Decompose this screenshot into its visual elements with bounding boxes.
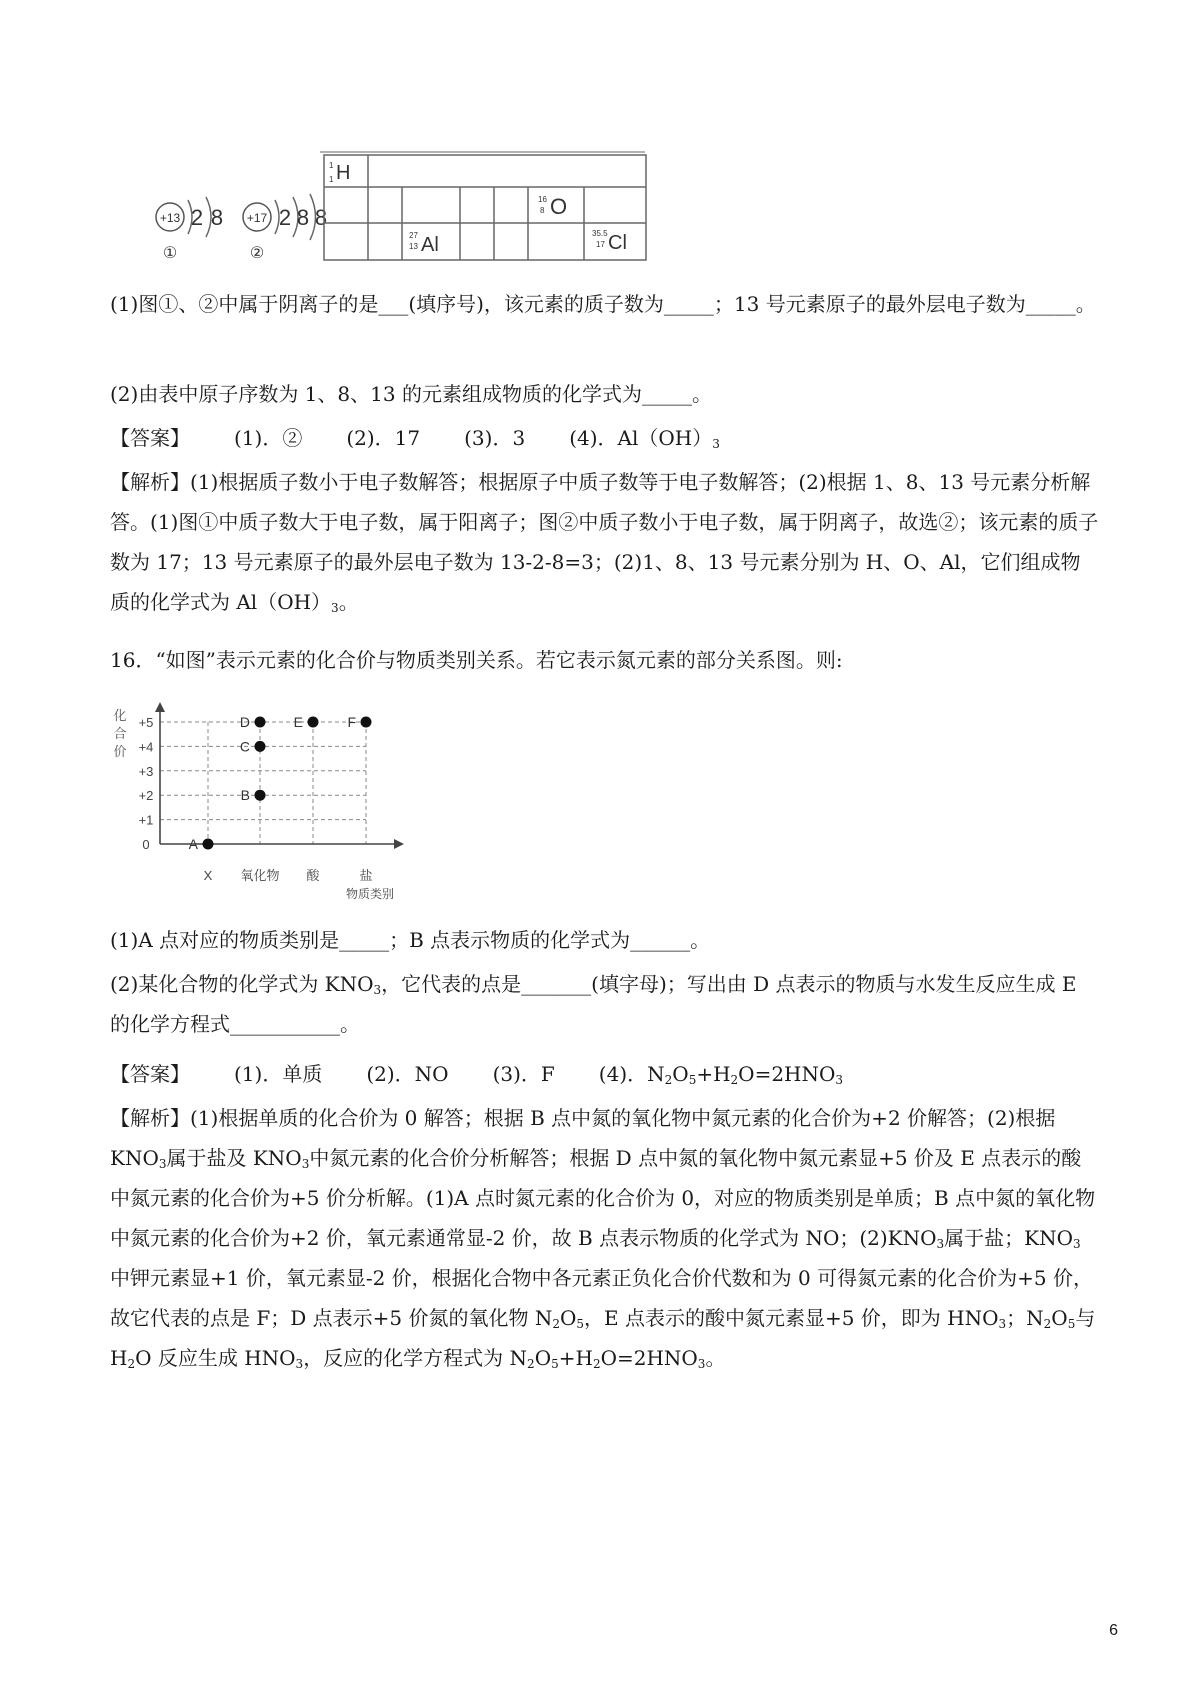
q16-answer [110, 1054, 843, 1094]
q15-answer [110, 418, 720, 458]
y-tick-label: +3 [138, 763, 154, 779]
q16-answer-1: (1)．单质 [234, 1062, 323, 1086]
q15-analysis-text: 【解析】(1)根据质子数小于电子数解答；根据原子中质子数等于电子数解答；(2)根据 1、8、13 号元素分析解答。(1)图①中质子数大于电子数，属于阳离子；图②中质子数小于电子数，属于阴离子，故选②；该元素的质子数为 17；13 号元素原子的最外层电子数为 13-2-8=3；(2)1、8、13 号元素分别为 H、O、Al，它们组成物质的化学式为 Al（OH） [110, 470, 1099, 614]
chart-points [189, 714, 372, 852]
atom1-nucleus: +13 [159, 211, 181, 225]
q16-an-s12: 2 [527, 1357, 535, 1371]
data-point-label-e: E [293, 714, 303, 730]
atom1-shell-1: 2 [190, 205, 204, 230]
y-tick-label: 0 [142, 837, 150, 852]
chart-grid [160, 722, 366, 844]
q16-an-p: 。 [705, 1346, 726, 1370]
q16-an-s14: 2 [592, 1357, 601, 1371]
q16-an-s2: 3 [301, 1157, 310, 1171]
q16-part1: (1)A 点对应的物质类别是_____；B 点表示物质的化学式为______。 [110, 928, 711, 952]
q15-analysis-end: 。 [338, 590, 359, 614]
al-mass: 27 [409, 231, 418, 240]
q16-an-e: 中钾元素显+1 价，氧元素显-2 价，根据化合物中各元素正负化合价代数和为 0 可得氮元素的化合价为+5 价，故它代表的点是 F；D 点表示+5 价氮的氧化物 N [110, 1266, 1093, 1330]
element-h-cell [329, 161, 350, 184]
q16-a4-c: +H [696, 1062, 731, 1086]
q16-an-s3: 3 [936, 1237, 945, 1251]
data-point-b [255, 790, 266, 801]
y-tick-label: +1 [138, 812, 154, 828]
data-point-a [203, 839, 214, 850]
h-symbol: H [336, 162, 351, 184]
q16-an-s6: 5 [576, 1317, 585, 1331]
q16-an-f: O [559, 1306, 577, 1330]
atom2-shell-3: 8 [314, 205, 328, 230]
chart-x-ticks [204, 868, 373, 883]
data-point-c [255, 741, 266, 752]
element-o-cell [538, 194, 567, 219]
q15-answer-2: (2)．17 [346, 426, 421, 450]
q16-a4-s1: 2 [664, 1073, 673, 1087]
valence-category-chart [100, 700, 420, 910]
q16-answer-label: 【答案】 [110, 1062, 190, 1086]
q16-answer-4 [599, 1054, 843, 1094]
al-number: 13 [409, 242, 418, 251]
q16-a4-a: (4)．N [598, 1062, 665, 1086]
q16-an-a: 【解析】(1)根据单质的化合价为 0 解答；根据 B 点中氮的氧化物中氮元素的化合价为+2 价解答；(2)根据 KNO [110, 1106, 1056, 1170]
cl-number: 17 [596, 240, 605, 249]
h-mass: 1 [329, 161, 334, 170]
atom2-shell-1: 2 [278, 205, 292, 230]
chart-y-axis-label [113, 708, 126, 759]
atom2-shell-2: 8 [296, 205, 310, 230]
q16-an-l: ，反应的化学方程式为 N [303, 1346, 528, 1370]
y-axis-label-char: 合 [113, 726, 127, 741]
q16-title: 16．“如图”表示元素的化合价与物质类别关系。若它表示氮元素的部分关系图。则: [110, 648, 843, 672]
atom-structure-figure [140, 145, 670, 270]
data-point-label-d: D [239, 714, 250, 730]
q15-answer-4-text: (4)．Al（OH） [569, 426, 713, 450]
data-point-d [255, 717, 266, 728]
q16-an-s8: 2 [1043, 1317, 1052, 1331]
x-tick-label: 氧化物 [240, 868, 280, 883]
y-axis-label-char: 价 [113, 744, 127, 759]
q16-part2-sub: 3 [373, 983, 382, 997]
q16-an-s10: 2 [127, 1357, 136, 1371]
q16-part2-a: (2)某化合物的化学式为 KNO [110, 972, 374, 996]
q15-part1: (1)图①、②中属于阴离子的是___(填序号)，该元素的质子数为_____；13 号元素原子的最外层电子数为_____。 [110, 292, 1096, 316]
q16-an-s15: 3 [697, 1357, 706, 1371]
atom2-label: ② [249, 245, 265, 262]
q15-answer-4-sub: 3 [712, 437, 720, 451]
h-number: 1 [329, 175, 334, 184]
x-tick-label: 酸 [306, 868, 320, 883]
y-tick-label: +5 [138, 715, 154, 730]
q15-analysis-sub: 3 [331, 601, 339, 615]
q16-an-g: ，E 点表示的酸中氮元素显+5 价，即为 HNO [584, 1306, 999, 1330]
page-number: 6 [1109, 1622, 1118, 1639]
chart-y-ticks [139, 715, 154, 852]
q15-answer-1: (1)．② [234, 426, 303, 450]
y-tick-label: +2 [138, 788, 154, 804]
data-point-f [361, 717, 372, 728]
q16-an-m: O [534, 1346, 552, 1370]
element-al-cell [409, 231, 439, 256]
data-point-label-a: A [188, 836, 198, 852]
atom1-shell-2: 8 [210, 205, 224, 230]
data-point-label-c: C [239, 738, 250, 755]
q16-an-s7: 3 [998, 1317, 1007, 1331]
q16-an-s5: 2 [552, 1317, 560, 1331]
q16-an-s4: 3 [1073, 1237, 1081, 1251]
q16-an-b: 属于盐及 KNO [166, 1146, 302, 1170]
cl-symbol: Cl [608, 232, 627, 254]
q16-answer-3: (3)．F [492, 1062, 555, 1086]
q16-a4-s2: 5 [688, 1073, 697, 1087]
chart-x-axis-label: 物质类别 [345, 887, 395, 901]
atom2-nucleus: +17 [246, 211, 268, 225]
element-cl-cell [592, 229, 627, 254]
q16-part2-b: ，它代表的点是_______(填字母)；写出由 D 点表示的物质与水发生反应生成 E 的化学方程式___________。 [110, 972, 1077, 1036]
x-tick-label: 盐 [359, 868, 373, 883]
atom-diagram-1 [156, 197, 223, 262]
q16-an-s13: 5 [551, 1357, 559, 1371]
q16-a4-s4: 3 [835, 1073, 844, 1087]
q16-an-o: O=2HNO [600, 1346, 698, 1370]
q16-an-s1: 3 [158, 1157, 167, 1171]
q16-an-s9: 5 [1067, 1317, 1076, 1331]
q15-analysis [110, 462, 1100, 622]
cl-mass: 35.5 [592, 229, 608, 238]
data-point-e [308, 717, 319, 728]
q16-an-n: +H [558, 1346, 593, 1370]
q16-a4-s3: 2 [730, 1073, 739, 1087]
x-axis-arrow [394, 839, 404, 849]
y-tick-label: +4 [138, 739, 154, 755]
q16-answer-2: (2)．NO [366, 1062, 449, 1086]
q16-an-s11: 3 [295, 1357, 304, 1371]
q16-part2 [110, 964, 1100, 1044]
al-symbol: Al [421, 234, 439, 256]
atom1-label: ① [162, 245, 178, 262]
q16-analysis [110, 1098, 1100, 1378]
q16-an-i: O [1051, 1306, 1068, 1330]
q15-part2: (2)由表中原子序数为 1、8、13 的元素组成物质的化学式为_____。 [110, 382, 712, 406]
q16-a4-b: O [672, 1062, 689, 1086]
q15-answer-label: 【答案】 [110, 426, 190, 450]
x-tick-label: X [203, 868, 213, 883]
y-axis-label-char: 化 [113, 708, 127, 723]
q16-an-j: 与 H [110, 1306, 1096, 1370]
y-axis-arrow [155, 702, 165, 712]
q16-an-k: O 反应生成 HNO [135, 1346, 296, 1370]
atom-diagram-2 [243, 194, 327, 262]
o-number: 8 [540, 206, 545, 215]
o-symbol: O [550, 194, 568, 219]
q16-an-h: ；N [1006, 1306, 1044, 1330]
q15-answer-4 [569, 418, 720, 458]
q16-a4-d: O=2HNO [738, 1062, 836, 1086]
data-point-label-b: B [240, 787, 250, 804]
q16-an-c: 中氮元素的化合价分析解答；根据 D 点中氮的氧化物中氮元素显+5 价及 E 点表示的酸中氮元素的化合价为+5 价分析解。(1)A 点时氮元素的化合价为 0，对应的物质类别是单质；B 点中氮的氧化物中氮元素的化合价为+2 价，氧元素通常显-2 价，故 B 点表示物质的化学式为 NO；(2)KNO [110, 1146, 1096, 1250]
o-mass: 16 [538, 195, 547, 204]
data-point-label-f: F [347, 714, 356, 730]
q15-answer-3: (3)．3 [464, 426, 526, 450]
q16-an-d: 属于盐；KNO [944, 1226, 1073, 1250]
